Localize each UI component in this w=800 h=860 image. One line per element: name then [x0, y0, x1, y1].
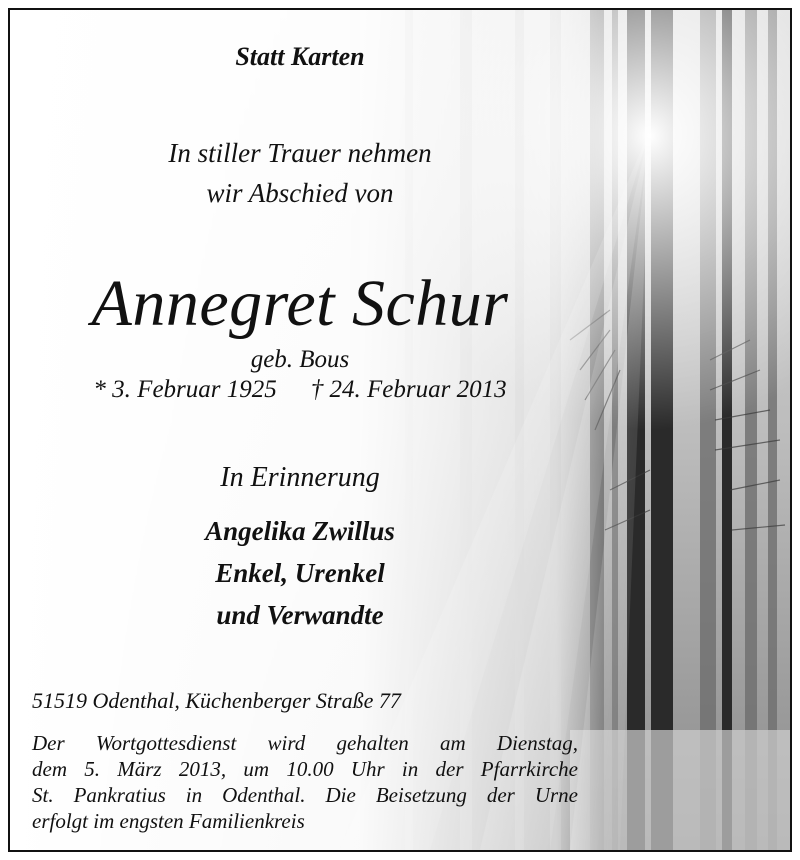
deceased-name: Annegret Schur [91, 267, 509, 340]
service-line: St. Pankratius in Odenthal. Die Beisetzung der Urne [32, 783, 578, 807]
mourner-line: Angelika Zwillus [205, 516, 395, 546]
address: 51519 Odenthal, Küchenberger Straße 77 [32, 688, 401, 713]
service-notice [32, 730, 578, 834]
intro-line-2: wir Abschied von [206, 178, 394, 208]
mourner-line: Enkel, Urenkel [215, 558, 385, 588]
obituary-notice [8, 8, 792, 852]
birth-date: * 3. Februar 1925 [93, 376, 277, 403]
life-dates [10, 376, 590, 404]
intro-line-1: In stiller Trauer nehmen [168, 138, 432, 168]
remembrance-label: In Erinnerung [220, 462, 380, 493]
heading: Statt Karten [235, 42, 365, 71]
maiden-name: geb. Bous [250, 346, 350, 373]
service-line: dem 5. März 2013, um 10.00 Uhr in der Pfarrkirche [32, 757, 578, 781]
death-date: † 24. Februar 2013 [310, 376, 507, 403]
service-line: Der Wortgottesdienst wird gehalten am Dienstag, [32, 731, 578, 755]
mourner-line: und Verwandte [216, 600, 384, 630]
service-line: erfolgt im engsten Familienkreis [32, 809, 305, 833]
